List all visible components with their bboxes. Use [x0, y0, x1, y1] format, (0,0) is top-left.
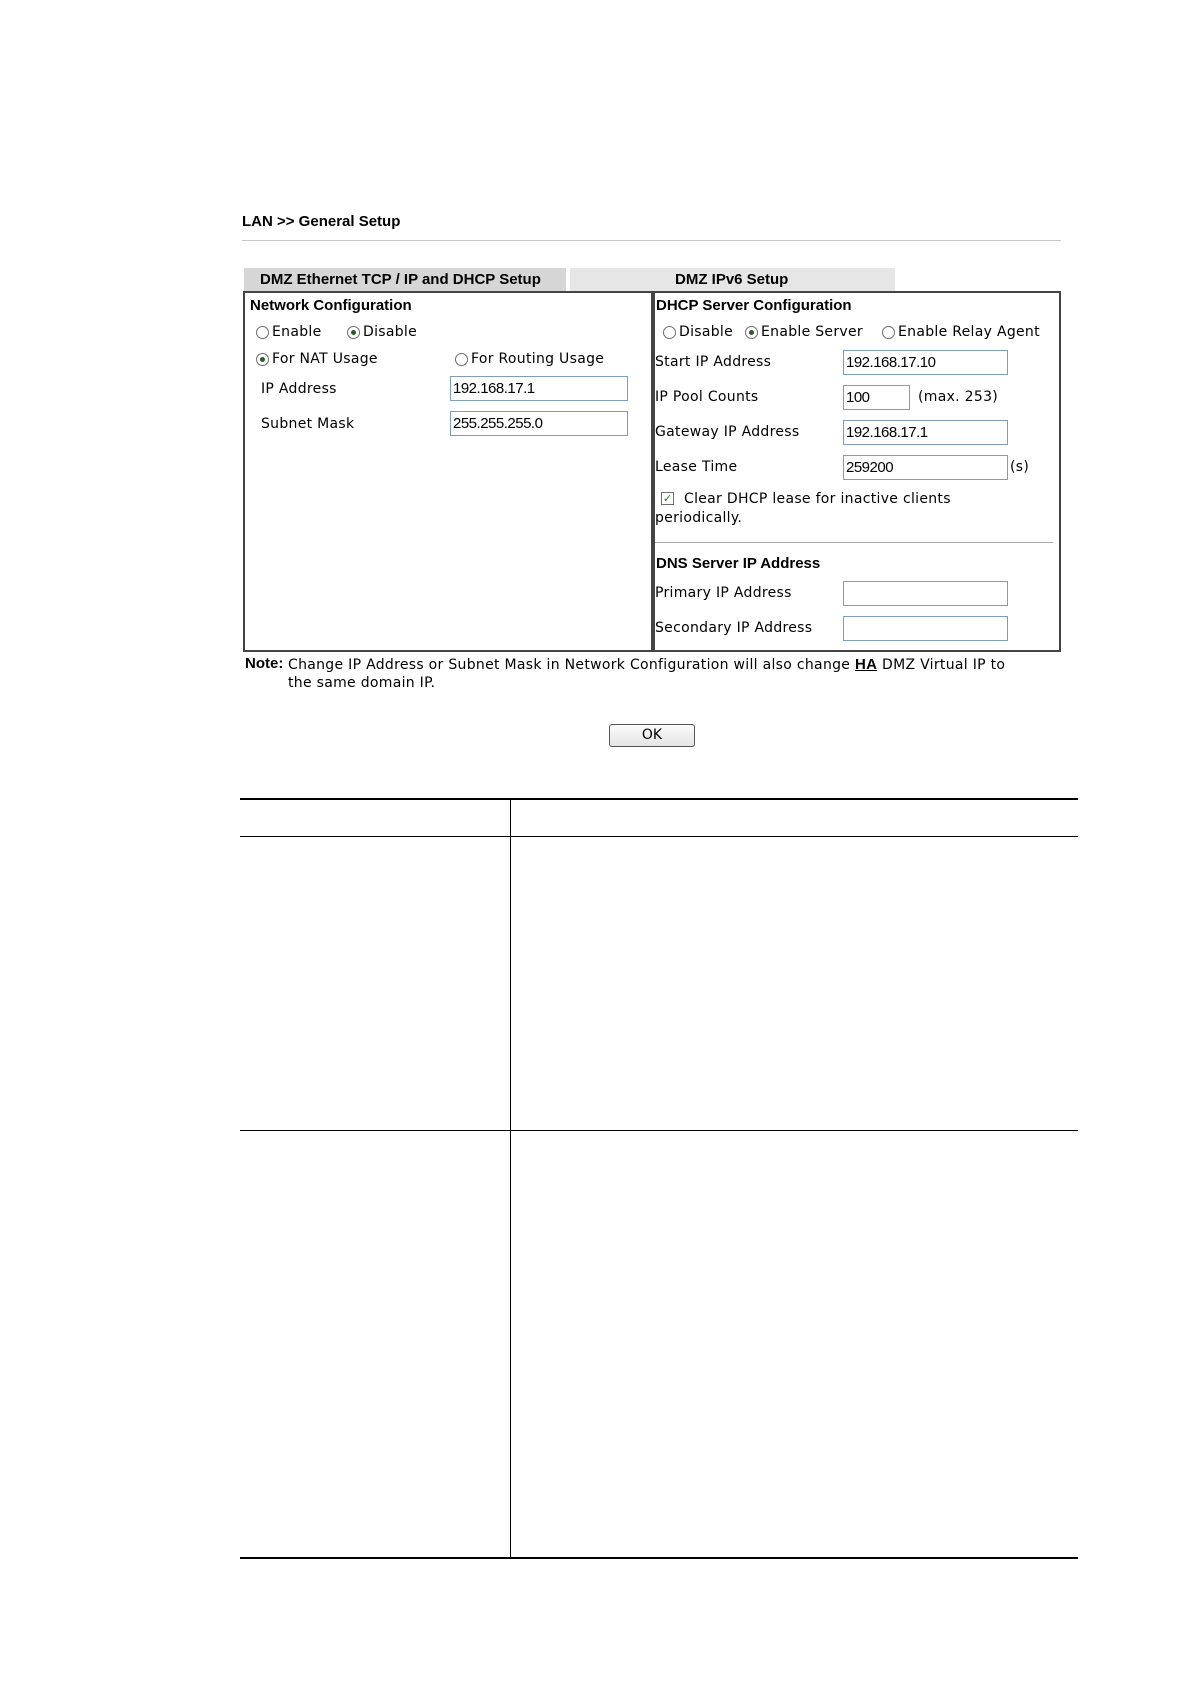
subnet-mask-input[interactable]: 255.255.255.0	[450, 411, 628, 436]
note-text	[288, 656, 1068, 673]
title-divider	[242, 240, 1061, 241]
secondary-ip-label: Secondary IP Address	[655, 620, 813, 636]
clear-dhcp-lease-checkbox[interactable]: ✓	[662, 492, 673, 505]
ip-pool-max-label: (max. 253)	[918, 389, 999, 405]
subnet-mask-label: Subnet Mask	[261, 416, 355, 432]
start-ip-input[interactable]: 192.168.17.10	[843, 350, 1008, 375]
gateway-ip-label: Gateway IP Address	[655, 424, 800, 440]
clear-dhcp-lease-label-cont: periodically.	[655, 510, 743, 526]
ip-pool-counts-label: IP Pool Counts	[655, 389, 759, 405]
dhcp-disable-label: Disable	[679, 324, 734, 340]
nat-usage-label: For NAT Usage	[272, 351, 378, 367]
enable-server-radio[interactable]	[745, 326, 758, 339]
ha-link[interactable]: HA	[854, 656, 878, 673]
dns-heading: DNS Server IP Address	[656, 555, 821, 572]
enable-server-label: Enable Server	[761, 324, 863, 340]
disable-label: Disable	[363, 324, 418, 340]
clear-dhcp-lease-label: Clear DHCP lease for inactive clients	[684, 491, 951, 507]
table-row-divider	[240, 1130, 1078, 1131]
ip-address-input[interactable]: 192.168.17.1	[450, 376, 628, 401]
dns-separator	[655, 542, 1053, 543]
lease-time-label: Lease Time	[655, 459, 738, 475]
enable-relay-agent-radio[interactable]	[882, 326, 895, 339]
table-top-border	[240, 798, 1078, 800]
disable-radio[interactable]	[347, 326, 360, 339]
enable-relay-agent-label: Enable Relay Agent	[898, 324, 1040, 340]
lease-time-unit: (s)	[1010, 459, 1030, 475]
ip-pool-counts-input[interactable]: 100	[843, 385, 910, 410]
gateway-ip-input[interactable]: 192.168.17.1	[843, 420, 1008, 445]
dhcp-disable-radio[interactable]	[663, 326, 676, 339]
ok-button[interactable]: OK	[609, 724, 695, 747]
tab-dmz-ethernet[interactable]: DMZ Ethernet TCP / IP and DHCP Setup	[244, 268, 566, 292]
dhcp-config-heading: DHCP Server Configuration	[656, 297, 852, 314]
note-text-2: DMZ Virtual IP to	[882, 657, 1006, 673]
table-header-divider	[240, 836, 1078, 837]
lease-time-input[interactable]: 259200	[843, 455, 1008, 480]
network-config-panel	[243, 291, 655, 652]
tab-dmz-ipv6[interactable]: DMZ IPv6 Setup	[570, 268, 895, 292]
nat-usage-radio[interactable]	[256, 353, 269, 366]
routing-usage-label: For Routing Usage	[471, 351, 605, 367]
primary-ip-input[interactable]	[843, 581, 1008, 606]
table-bottom-border	[240, 1557, 1078, 1559]
enable-label: Enable	[272, 324, 322, 340]
table-column-divider	[510, 798, 511, 1558]
network-config-heading: Network Configuration	[250, 297, 412, 314]
note-prefix: Note:	[245, 655, 284, 672]
primary-ip-label: Primary IP Address	[655, 585, 792, 601]
secondary-ip-input[interactable]	[843, 616, 1008, 641]
page-title: LAN >> General Setup	[242, 213, 401, 230]
routing-usage-radio[interactable]	[455, 353, 468, 366]
note-text-1: Change IP Address or Subnet Mask in Network Configuration will also change	[288, 657, 851, 673]
enable-radio[interactable]	[256, 326, 269, 339]
ip-address-label: IP Address	[261, 381, 337, 397]
note-text-3: the same domain IP.	[288, 675, 436, 691]
start-ip-label: Start IP Address	[655, 354, 772, 370]
